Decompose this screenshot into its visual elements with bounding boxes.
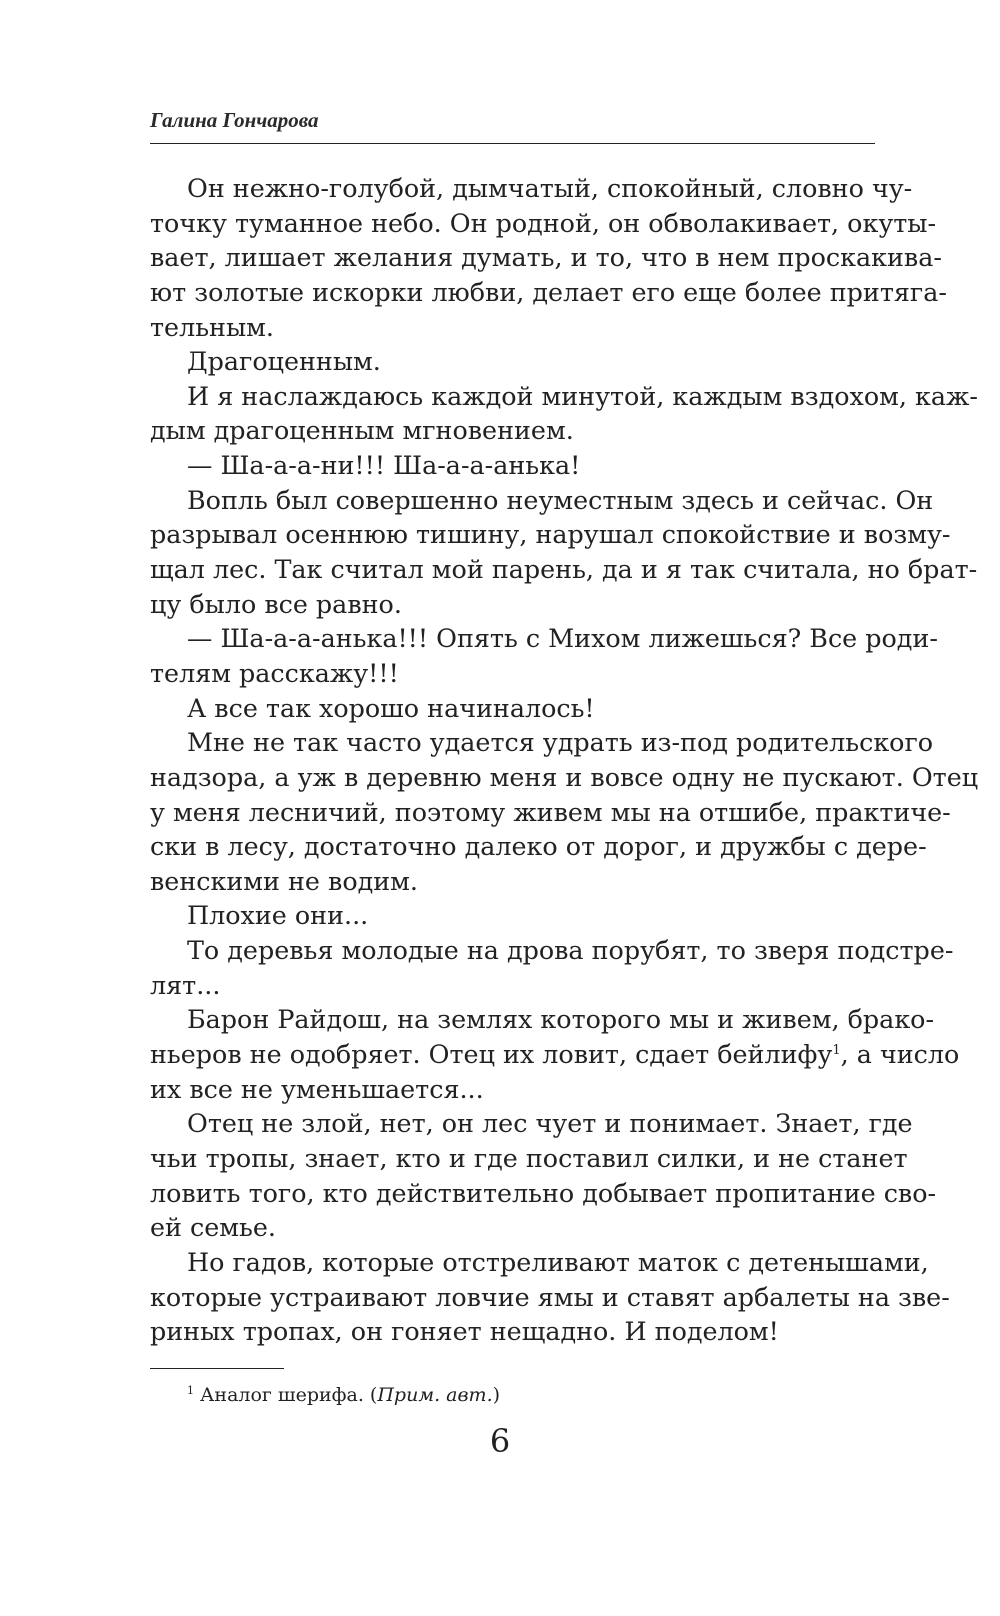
footnote: [187, 1384, 500, 1406]
footnote-close: ): [492, 1384, 501, 1406]
text-line: — Ша-а-а-ни!!! Ша-а-а-анька!: [187, 450, 581, 481]
text-line: телям расскажу!!!: [150, 657, 399, 688]
text-line: ски в лесу, достаточно далеко от дорог, и дружбы с дере-: [150, 831, 927, 862]
text-line: И я наслаждаюсь каждой минутой, каждым вздохом, каж-: [187, 380, 978, 411]
text-line: Но гадов, которые отстреливают маток с детенышами,: [187, 1246, 929, 1277]
text-line: дым драгоценным мгновением.: [150, 415, 574, 446]
text-line: надзора, а уж в деревню меня и вовсе одну не пускают. Отец: [150, 761, 979, 792]
text-line: ей семье.: [150, 1212, 276, 1243]
text-line-with-footnote: [150, 1037, 960, 1072]
text-line: Драгоценным.: [187, 346, 381, 377]
text-line: чьи тропы, знает, кто и где поставил силки, и не станет: [150, 1142, 908, 1173]
footnote-italic: Прим. авт.: [377, 1384, 493, 1406]
page-number: 6: [489, 1422, 511, 1460]
footnote-ref: 1: [832, 1043, 841, 1059]
text-line: венскими не водим.: [150, 865, 418, 896]
text-line: точку туманное небо. Он родной, он обволакивает, окуты-: [150, 207, 937, 238]
text-line: риных тропах, он гоняет нещадно. И поделом!: [150, 1316, 779, 1347]
text-line: — Ша-а-а-анька!!! Опять с Михом лижешься? Все роди-: [187, 623, 938, 654]
text-line: цу было все равно.: [150, 588, 402, 619]
text-line: вает, лишает желания думать, и то, что в нем проскакива-: [150, 242, 942, 273]
text-line: щал лес. Так считал мой парень, да и я так считала, но брат-: [150, 554, 978, 585]
text-line-end: , а число: [840, 1039, 960, 1070]
text-line: ют золотые искорки любви, делает его еще более притяга-: [150, 276, 947, 307]
footnote-marker: 1: [187, 1384, 194, 1397]
text-line: Отец не злой, нет, он лес чует и понимает. Знает, где: [187, 1108, 913, 1139]
text-line: А все так хорошо начиналось!: [187, 692, 595, 723]
text-line: Плохие они...: [187, 900, 369, 931]
footnote-divider: [150, 1368, 284, 1369]
text-line: Мне не так часто удается удрать из-под родительского: [187, 727, 934, 758]
footnote-text: Аналог шерифа. (: [194, 1384, 378, 1406]
text-line: Барон Райдош, на землях которого мы и живем, брако-: [187, 1004, 935, 1035]
text-line: То деревья молодые на дрова порубят, то зверя подстре-: [187, 935, 954, 966]
text-line: Вопль был совершенно неуместным здесь и сейчас. Он: [187, 484, 934, 515]
running-header-author: Галина Гончарова: [150, 108, 319, 132]
text-line: которые устраивают ловчие ямы и ставят арбалеты на зве-: [150, 1281, 950, 1312]
header-divider: [150, 143, 875, 144]
text-line: Он нежно-голубой, дымчатый, спокойный, словно чу-: [187, 173, 913, 203]
text-line: ловить того, кто действительно добывает пропитание сво-: [150, 1177, 937, 1208]
body-text: [150, 171, 979, 1349]
text-line: их все не уменьшается...: [150, 1073, 484, 1104]
text-line: лят...: [150, 969, 221, 1000]
text-line: разрывал осеннюю тишину, нарушал спокойствие и возму-: [150, 519, 951, 550]
text-line: у меня лесничий, поэтому живем мы на отшибе, практиче-: [150, 796, 951, 827]
text-line: тельным.: [150, 311, 274, 342]
text-line-start: ньеров не одобряет. Отец их ловит, сдает бейлифу: [150, 1039, 833, 1070]
